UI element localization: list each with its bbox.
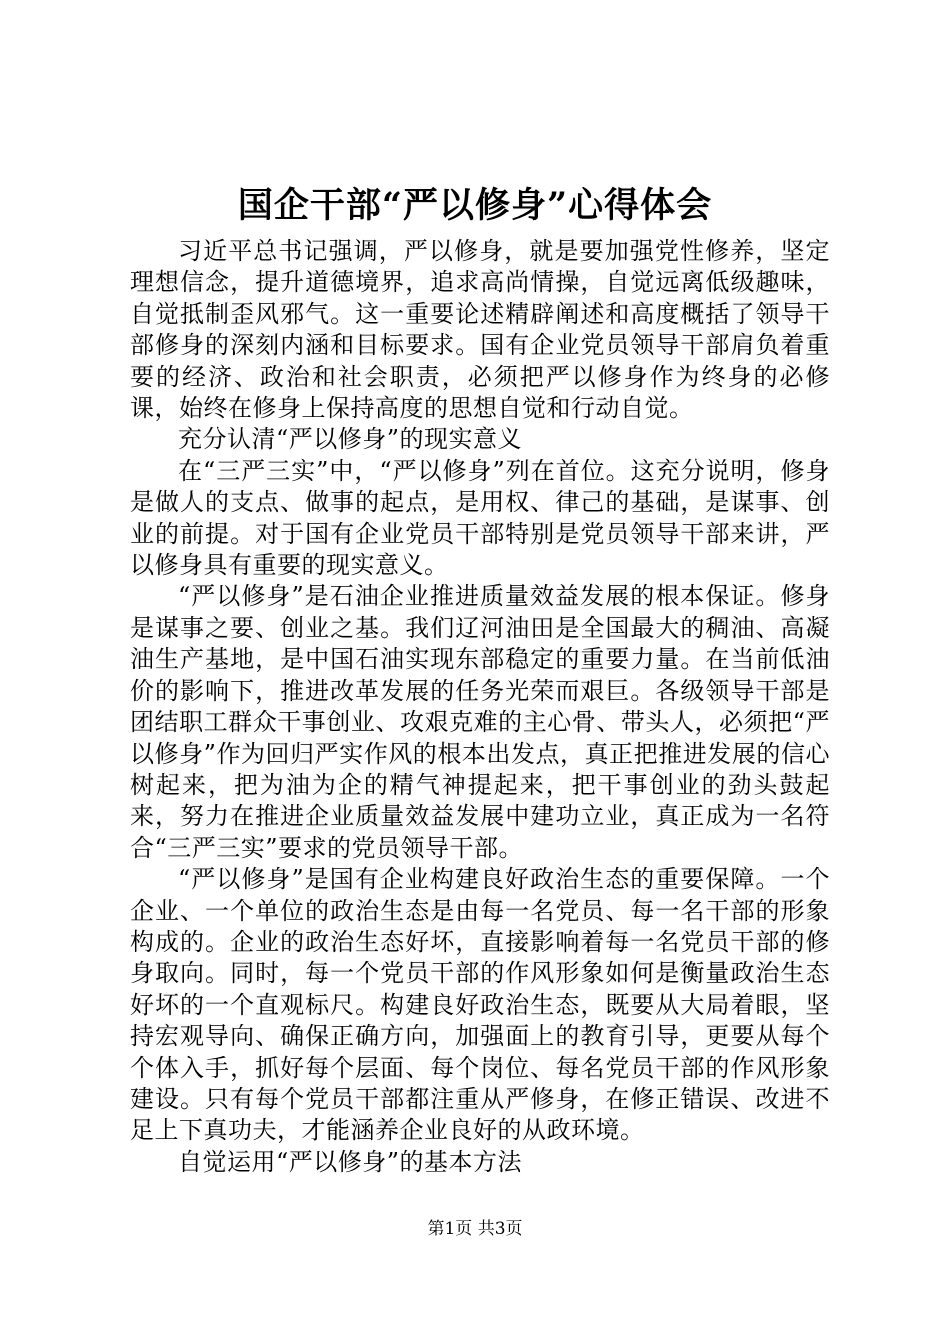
page-footer: 第1页 共3页 [427, 1219, 523, 1239]
section-heading-methods: 自觉运用“严以修身”的基本方法 [178, 1147, 523, 1176]
paragraph-oil-enterprise: “严以修身”是石油企业推进质量效益发展的根本保证。修身是谋事之要、创业之基。我们辽河油田是全国最大的稠油、高凝油生产基地，是中国石油实现东部稳定的重要力量。在当前低油价的影响下，推进改革发展的任务光荣而艰巨。各级领导干部是团结职工群众干事创业、攻艰克难的主心骨、带头人，必须把“严以修身”作为回归严实作风的根本出发点，真正把推进发展的信心树起来，把为油为企的精气神提起来，把干事创业的劲头鼓起来，努力在推进企业质量效益发展中建功立业，真正成为一名符合“三严三实”要求的党员领导干部。 [130, 582, 830, 862]
document-body [130, 236, 830, 1178]
paragraph-political-ecology: “严以修身”是国有企业构建良好政治生态的重要保障。一个企业、一个单位的政治生态是由每一名党员、每一名干部的形象构成的。企业的政治生态好坏，直接影响着每一名党员干部的修身取向。同时，每一个党员干部的作风形象如何是衡量政治生态好坏的一个直观标尺。构建良好政治生态，既要从大局着眼，坚持宏观导向、确保正确方向，加强面上的教育引导，更要从每个个体入手，抓好每个层面、每个岗位、每名党员干部的作风形象建设。只有每个党员干部都注重从严修身，在修正错误、改进不足上下真功夫，才能涵养企业良好的从政环境。 [130, 865, 830, 1145]
section-heading-significance: 充分认清“严以修身”的现实意义 [178, 425, 523, 454]
paragraph-intro: 习近平总书记强调，严以修身，就是要加强党性修养，坚定理想信念，提升道德境界，追求高尚情操，自觉远离低级趣味，自觉抵制歪风邪气。这一重要论述精辟阐述和高度概括了领导干部修身的深刻内涵和目标要求。国有企业党员领导干部肩负着重要的经济、政治和社会职责，必须把严以修身作为终身的必修课，始终在修身上保持高度的思想自觉和行动自觉。 [130, 237, 830, 423]
document-title: 国企干部“严以修身”心得体会 [237, 185, 713, 226]
paragraph-three-stricts: 在“三严三实”中，“严以修身”列在首位。这充分说明，修身是做人的支点、做事的起点，是用权、律己的基础，是谋事、创业的前提。对于国有企业党员干部特别是党员领导干部来讲，严以修身具有重要的现实意义。 [130, 456, 830, 580]
